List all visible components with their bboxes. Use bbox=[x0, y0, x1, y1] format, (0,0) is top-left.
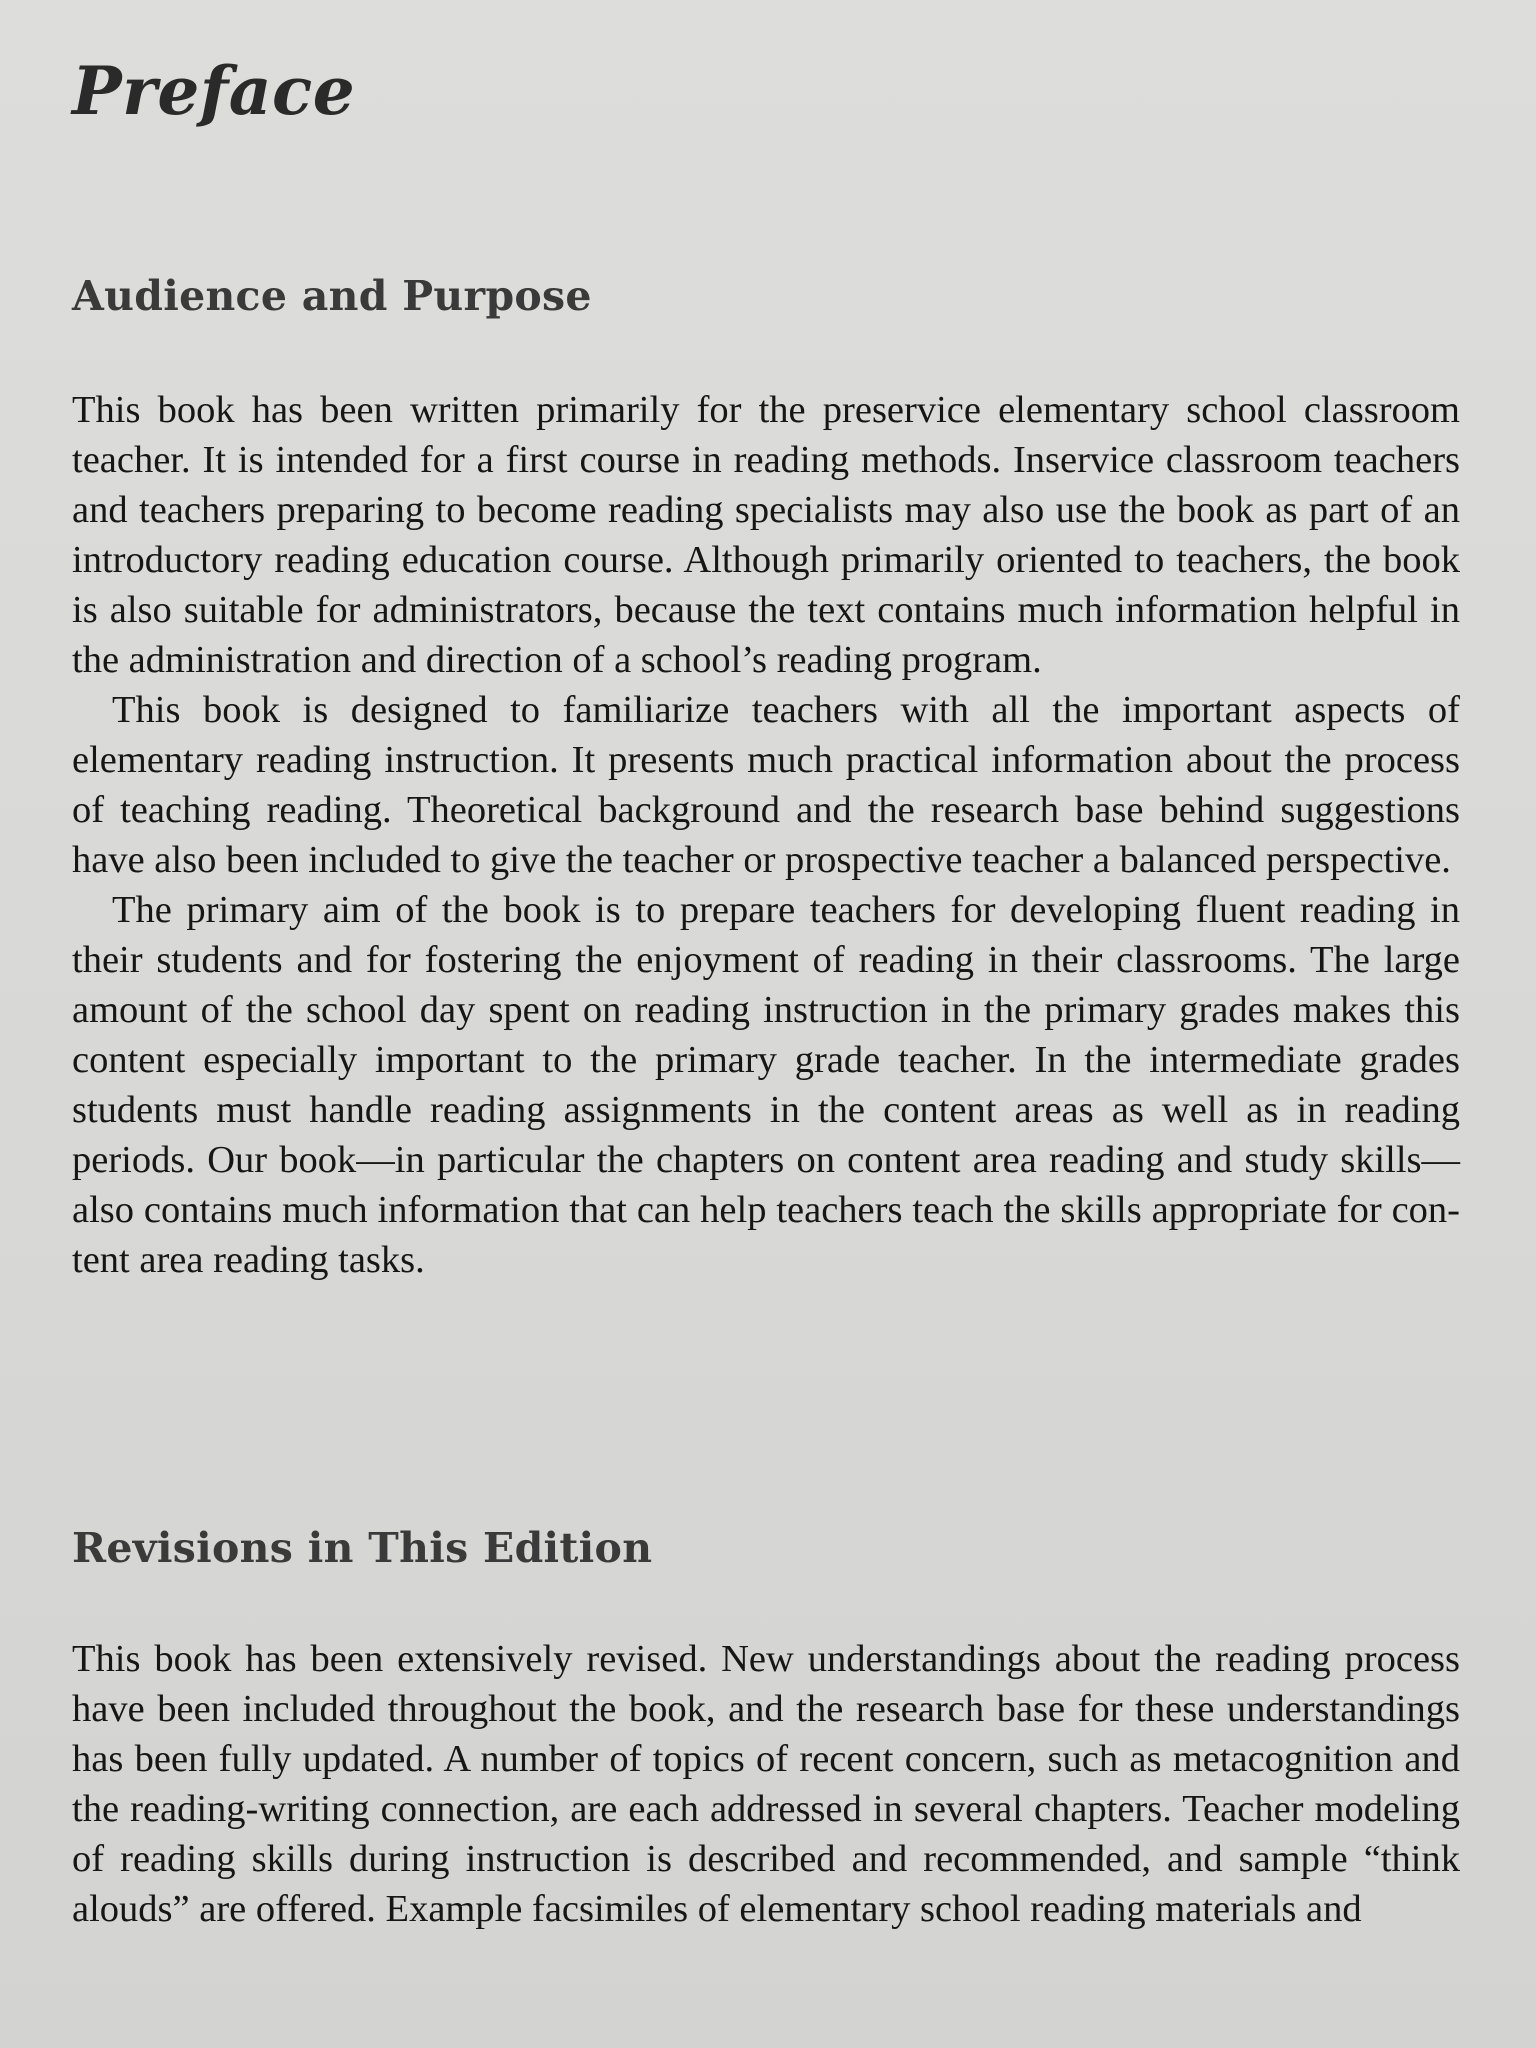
paragraph: This book has been extensively revised. New understandings about the reading process have been included throughout the book, and the research base for these understandings has been fully updated. A number of topics of recent concern, such as metacognition and the reading-writing connection, are each addressed in several chapters. Teacher modeling of reading skills during instruction is described and recommended, and sample “think alouds” are offered. Example facsimiles of elementary school reading materials and bbox=[72, 1638, 1460, 1930]
section-body-audience-and-purpose bbox=[72, 385, 1460, 1285]
section-heading-revisions-in-this-edition: Revisions in This Edition bbox=[72, 1524, 653, 1572]
paragraph: The primary aim of the book is to prepare teachers for developing fluent reading in their students and for fostering the enjoyment of reading in their classrooms. The large amount of the school day spent on reading instruction in the primary grades makes this content especially important to the primary grade teacher. In the intermediate grades students must handle reading assignments in the content areas as well as in reading periods. Our book—in particular the chapters on content area reading and study skills—also contains much information that can help teachers teach the skills appropriate for content area reading tasks. bbox=[72, 889, 1460, 1281]
paragraph: This book has been written primarily for the preservice elementary school classroom teacher. It is intended for a first course in reading methods. Inservice classroom teachers and teachers preparing to become reading specialists may also use the book as part of an introductory reading education course. Although primarily oriented to teachers, the book is also suitable for administrators, because the text contains much information helpful in the administration and direction of a school’s reading program. bbox=[72, 389, 1460, 681]
section-body-revisions-in-this-edition bbox=[72, 1634, 1460, 1934]
section-heading-audience-and-purpose: Audience and Purpose bbox=[72, 272, 592, 320]
page-title: Preface bbox=[72, 52, 356, 130]
paragraph: This book is designed to familiarize teachers with all the important aspects of elementary reading instruction. It presents much practical information about the process of teaching reading. Theoretical background and the research base behind suggestions have also been included to give the teacher or prospective teacher a balanced perspective. bbox=[72, 689, 1460, 881]
